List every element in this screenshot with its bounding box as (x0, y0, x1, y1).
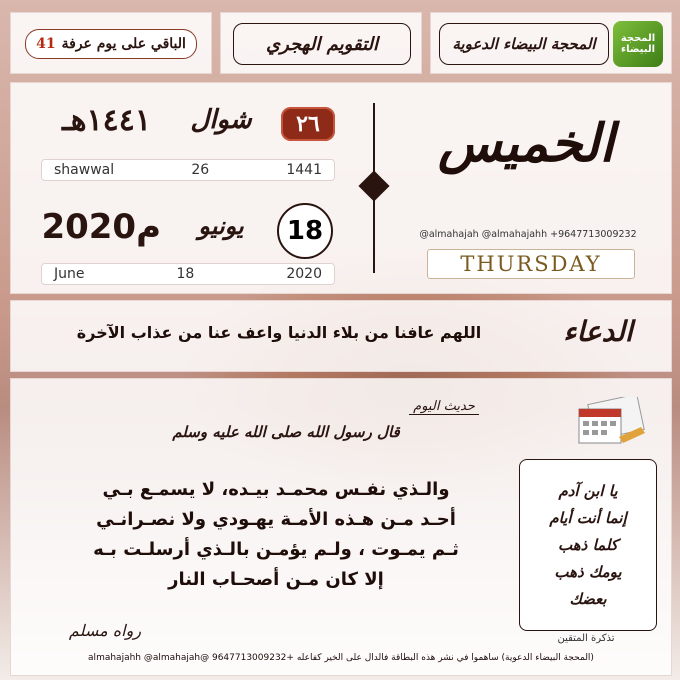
hadith-body (41, 475, 511, 595)
greg-year: 2020م (41, 207, 161, 247)
dua-title: الدعاء (563, 315, 633, 348)
footer-text: (المحجة البيضاء الدعوية) ساهموا في نشر هذه البطاقة فالدال على الخير كفاعله +9647713009232 @almahajahh @almahajah (88, 653, 594, 663)
org-panel (430, 12, 672, 74)
social-handles: @almahajah @almahajahh +9647713009232 (419, 229, 637, 240)
dua-text: اللهم عافنا من بلاء الدنيا واعف عنا من عذاب الآخرة (76, 323, 482, 342)
reminder-box (519, 459, 657, 631)
hadith-line: والـذي نفـس محمـد بيـده، لا يسمـع بـي (102, 479, 450, 500)
reminder-line: كلما ذهب (558, 536, 618, 554)
reminder-text (528, 478, 648, 613)
hadith-intro: قال رسول الله صلى الله عليه وسلم (172, 423, 400, 441)
reminder-line: بعضك (569, 590, 607, 608)
weekday-english: THURSDAY (427, 249, 635, 279)
date-panel (10, 82, 672, 294)
greg-latin-strip (41, 263, 335, 285)
hijri-latin-year: 1441 (286, 162, 322, 178)
reminder-line: إنما أنت أيام (549, 509, 627, 527)
countdown-panel (10, 12, 212, 74)
hijri-latin-month: shawwal (54, 162, 115, 178)
greg-month: يونيو (198, 211, 244, 240)
hijri-month: شوال (190, 105, 252, 135)
hijri-latin-strip (41, 159, 335, 181)
hadith-line: ثـم يمـوت ، ولـم يؤمـن بالـذي أرسلـت بـه (93, 539, 459, 560)
reminder-line: يومك ذهب (554, 563, 622, 581)
greg-day: 18 (277, 203, 333, 259)
hadith-label: حديث اليوم (409, 399, 479, 415)
dua-panel (10, 300, 672, 372)
hadith-line: أحـد مـن هـذه الأمـة يهـودي ولا نصـرانـي (96, 509, 456, 530)
reminder-line: يا ابن آدم (558, 482, 618, 500)
greg-latin-year: 2020 (286, 266, 322, 282)
calendar-papers-icon (571, 397, 649, 451)
hijri-latin-day: 26 (191, 162, 210, 178)
ornament-diamond-icon (358, 170, 389, 201)
hijri-day: ٢٦ (281, 107, 335, 141)
calendar-title: التقويم الهجري (233, 23, 411, 65)
hadith-panel (10, 378, 672, 676)
hadith-narrator: رواه مسلم (68, 621, 142, 640)
weekday-arabic: الخميس (438, 113, 614, 174)
hadith-line: إلا كان مـن أصحـاب النار (168, 569, 384, 590)
countdown-value: 41 (36, 36, 56, 52)
greg-latin-day: 18 (176, 266, 195, 282)
org-name: المحجة البيضاء الدعوية (439, 23, 609, 65)
org-logo: المحجة البيضاء (613, 21, 663, 67)
reminder-caption: تذكرة المتقين (557, 633, 615, 644)
arafah-countdown (25, 29, 197, 59)
countdown-label: الباقي على يوم عرفة (61, 36, 186, 52)
calendar-title-panel (220, 12, 422, 74)
hijri-year: ١٤٤١هـ (61, 103, 151, 138)
greg-latin-month: June (54, 266, 85, 282)
